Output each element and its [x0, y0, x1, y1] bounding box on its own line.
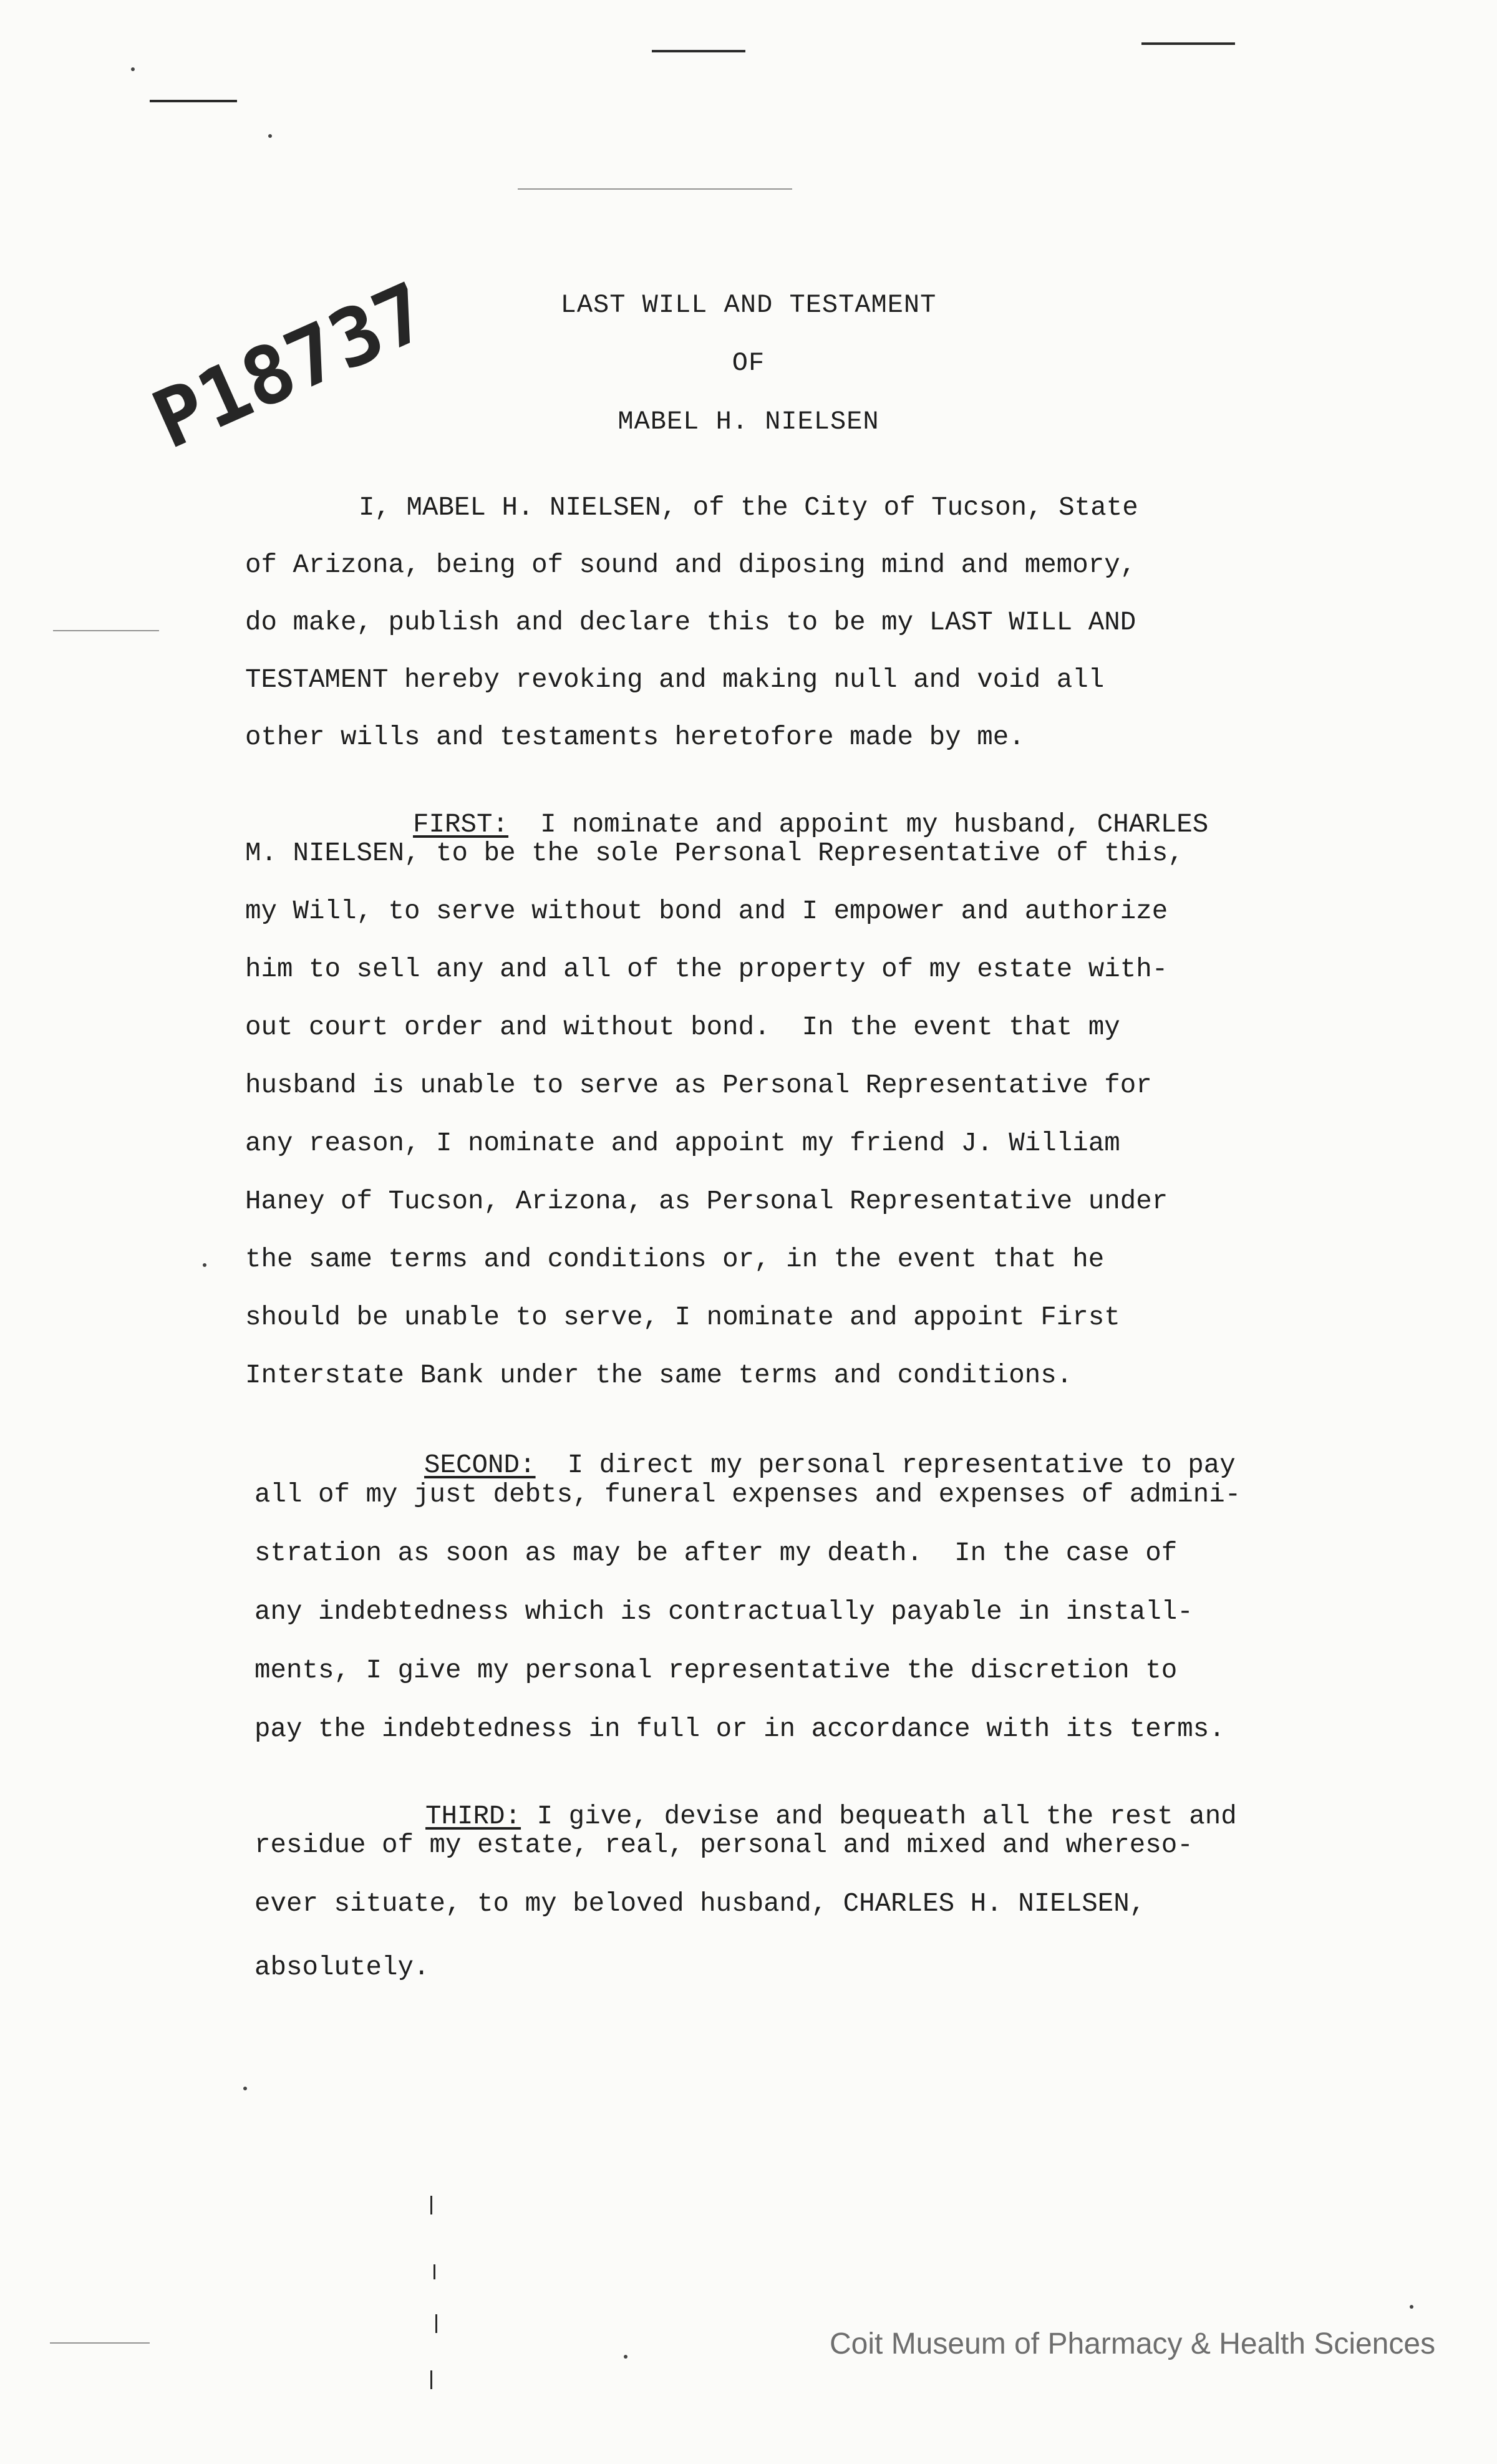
first-line-text: I nominate and appoint my husband, CHARLES	[540, 810, 1209, 840]
second-line: all of my just debts, funeral expenses and expenses of admini-	[254, 1480, 1241, 1510]
first-line: should be unable to serve, I nominate and appoint First	[245, 1302, 1120, 1332]
scan-mark	[652, 50, 745, 52]
third-heading: THIRD:	[425, 1802, 521, 1831]
scan-dot	[131, 67, 135, 71]
second-line: pay the indebtedness in full or in accordance with its terms.	[254, 1714, 1225, 1744]
second-line: stration as soon as may be after my death. In the case of	[254, 1538, 1178, 1568]
first-line: out court order and without bond. In the event that my	[245, 1012, 1120, 1042]
first-line: M. NIELSEN, to be the sole Personal Representative of this,	[245, 838, 1184, 868]
scan-dot	[1410, 2305, 1413, 2309]
first-heading: FIRST:	[413, 810, 509, 840]
first-line: the same terms and conditions or, in the event that he	[245, 1244, 1105, 1274]
scan-mark	[434, 2264, 435, 2279]
intro-line: other wills and testaments heretofore made by me.	[245, 722, 1025, 752]
scan-mark	[430, 2196, 432, 2214]
intro-line: TESTAMENT hereby revoking and making null and void all	[245, 665, 1105, 695]
scan-mark	[518, 188, 792, 190]
second-line: any indebtedness which is contractually payable in install-	[254, 1597, 1193, 1627]
first-line: Haney of Tucson, Arizona, as Personal Representative under	[245, 1186, 1168, 1216]
title-line: OF	[732, 348, 765, 378]
second-line: ments, I give my personal representative the discretion to	[254, 1656, 1178, 1686]
intro-line: of Arizona, being of sound and diposing mind and memory,	[245, 550, 1136, 580]
third-line: residue of my estate, real, personal and mixed and whereso-	[254, 1830, 1193, 1860]
document-number-stamp: P18737	[140, 264, 442, 467]
third-line: absolutely.	[254, 1952, 430, 1982]
first-line: him to sell any and all of the property of my estate with-	[245, 954, 1168, 984]
first-line: Interstate Bank under the same terms and conditions.	[245, 1361, 1073, 1390]
scan-dot	[203, 1263, 206, 1267]
first-line: husband is unable to serve as Personal Representative for	[245, 1070, 1152, 1100]
first-line: my Will, to serve without bond and I empower and authorize	[245, 896, 1168, 926]
scan-mark	[430, 2370, 432, 2389]
scan-mark	[150, 100, 237, 102]
title-line: MABEL H. NIELSEN	[618, 407, 879, 437]
second-line-text: I direct my personal representative to pay	[567, 1450, 1236, 1480]
scan-mark	[435, 2314, 437, 2333]
intro-line: I, MABEL H. NIELSEN, of the City of Tucson, State	[359, 493, 1138, 523]
scan-dot	[268, 134, 272, 138]
museum-watermark: Coit Museum of Pharmacy & Health Sciences	[830, 2327, 1436, 2360]
scan-dot	[243, 2087, 247, 2090]
title-line: LAST WILL AND TESTAMENT	[560, 290, 937, 320]
first-line: any reason, I nominate and appoint my friend J. William	[245, 1128, 1120, 1158]
scan-dot	[624, 2355, 627, 2359]
scan-mark	[50, 2342, 150, 2344]
scan-mark	[53, 630, 159, 631]
third-line-text: I give, devise and bequeath all the rest and	[536, 1802, 1237, 1831]
third-line: ever situate, to my beloved husband, CHARLES H. NIELSEN,	[254, 1889, 1146, 1919]
second-heading: SECOND:	[424, 1450, 536, 1480]
scan-mark	[1141, 42, 1235, 45]
intro-line: do make, publish and declare this to be my LAST WILL AND	[245, 608, 1136, 638]
